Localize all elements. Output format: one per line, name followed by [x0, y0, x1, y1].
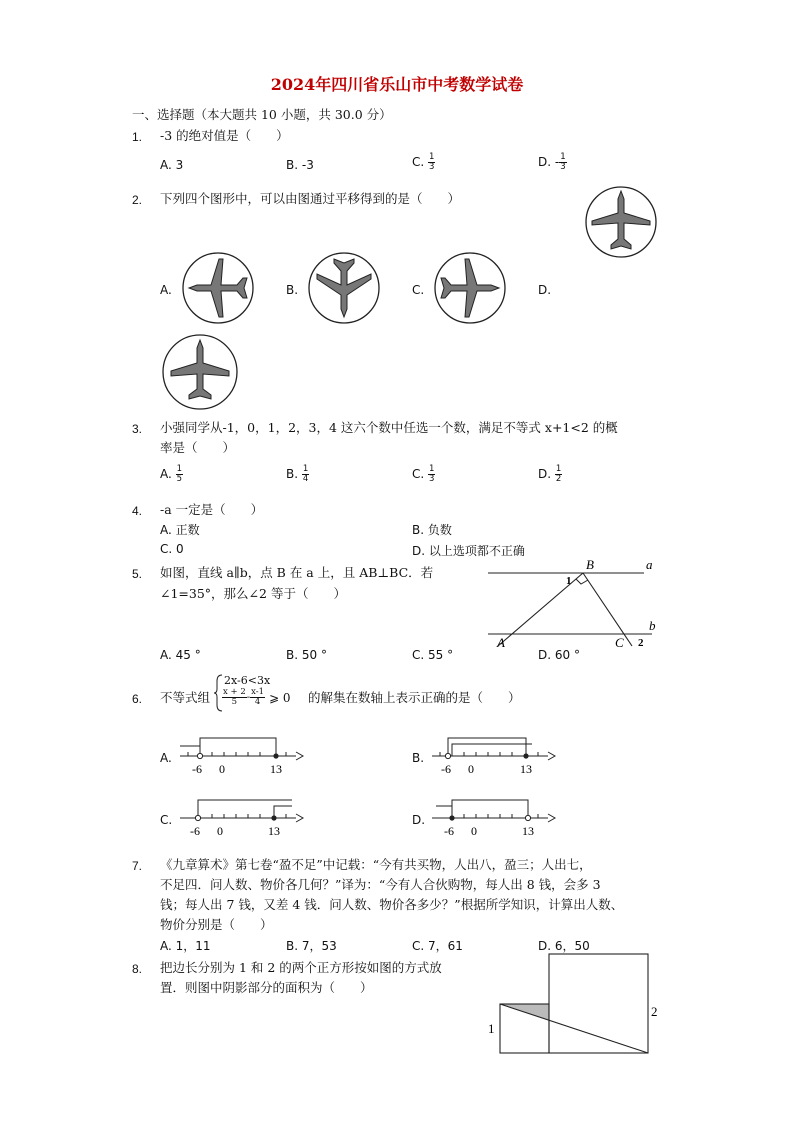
- q6-option-d-number-line: [428, 792, 560, 844]
- label-a: a: [646, 557, 653, 572]
- q3-option-d-fraction: $\frac{1}{2}$: [555, 464, 562, 484]
- q8-number: 8.: [132, 962, 143, 976]
- tick-label-neg6: -6: [192, 762, 202, 776]
- q6-fraction-2: $\frac{x-1}{4}$: [251, 687, 265, 707]
- large-square: [549, 954, 648, 1053]
- q6-inequality-1: 2x-6<3x: [224, 674, 271, 687]
- q3-option-b[interactable]: [286, 465, 309, 484]
- q6-geq: ⩾ 0: [269, 690, 291, 705]
- tick-label-neg6: -6: [441, 762, 451, 776]
- q3-option-d-label: D.: [538, 467, 552, 481]
- q6-option-b-number-line: [428, 730, 560, 782]
- label-A: A: [497, 635, 505, 650]
- q5-option-a[interactable]: A. 45 °: [160, 648, 201, 662]
- q2-option-c-plane-icon: [433, 251, 507, 325]
- q7-line4: 物价分别是（ ）: [160, 917, 273, 932]
- tick-label-neg6: -6: [190, 824, 200, 838]
- q6-suffix: 的解集在数轴上表示正确的是（ ）: [308, 690, 521, 705]
- q7-option-a[interactable]: A. 1，11: [160, 939, 211, 953]
- q1-option-d-fraction: $\frac{1}{3}$: [560, 152, 566, 172]
- q5-option-b[interactable]: B. 50 °: [286, 648, 327, 662]
- q1-option-c-label: C.: [412, 155, 425, 169]
- q2-option-b[interactable]: B.: [286, 283, 299, 297]
- q7-option-d[interactable]: D. 6，50: [538, 939, 590, 953]
- label-C: C: [615, 635, 624, 650]
- q3-option-a[interactable]: [160, 465, 183, 484]
- q7-line1: 《九章算术》第七卷“盈不足”中记载：“今有共买物，人出八，盈三；人出七，: [160, 857, 592, 872]
- q1-option-a[interactable]: A. 3: [160, 158, 184, 172]
- q1-option-b[interactable]: B. -3: [286, 158, 314, 172]
- q1-text: -3 的绝对值是（ ）: [160, 128, 289, 143]
- q4-option-c[interactable]: C. 0: [160, 542, 184, 556]
- q6-fraction-1: $\frac{x + 2}{5}$: [223, 687, 246, 707]
- q8-line2: 置．则图中阴影部分的面积为（ ）: [160, 980, 373, 995]
- q1-number: 1.: [132, 130, 143, 144]
- diagonal-line: [500, 1004, 648, 1053]
- q8-line1: 把边长分别为 1 和 2 的两个正方形按如图的方式放: [160, 960, 442, 975]
- tick-label-neg6: -6: [444, 824, 454, 838]
- tick-label-0: 0: [468, 762, 474, 776]
- q5-option-c[interactable]: C. 55 °: [412, 648, 454, 662]
- q7-line3: 钱；每人出 7 钱，又差 4 钱．问人数、物价各多少？”根据所学知识，计算出人数、: [160, 897, 624, 912]
- label-B: B: [586, 557, 594, 572]
- label-b: b: [649, 618, 656, 633]
- q3-option-b-fraction: $\frac{1}{4}$: [302, 464, 309, 484]
- q7-option-c[interactable]: C. 7，61: [412, 939, 463, 953]
- tick-label-0: 0: [219, 762, 225, 776]
- q7-number: 7.: [132, 859, 143, 873]
- q2-option-c[interactable]: C.: [412, 283, 425, 297]
- q2-option-d-plane-icon: [161, 333, 239, 411]
- page-title: 2024年四川省乐山市中考数学试卷: [270, 75, 524, 94]
- right-angle-mark: [576, 579, 588, 584]
- tick-label-13: 13: [520, 762, 532, 776]
- section-heading: 一、选择题（本大题共 10 小题，共 30.0 分）: [132, 107, 392, 122]
- tick-label-0: 0: [217, 824, 223, 838]
- q7-option-b[interactable]: B. 7，53: [286, 939, 337, 953]
- angle-label-1: 1: [566, 575, 572, 587]
- q6-option-c[interactable]: C.: [160, 813, 173, 827]
- q3-line2: 率是（ ）: [160, 440, 236, 455]
- angle-label-2: 2: [638, 637, 644, 649]
- q1-option-c-fraction: $\frac{1}{3}$: [429, 152, 435, 172]
- q6-prefix: 不等式组: [160, 690, 211, 705]
- q2-option-a[interactable]: A.: [160, 283, 172, 297]
- q4-option-b[interactable]: B. 负数: [412, 523, 452, 537]
- q6-number: 6.: [132, 692, 143, 706]
- q4-option-d[interactable]: D. 以上选项都不正确: [412, 544, 525, 558]
- q1-option-c[interactable]: [412, 153, 435, 172]
- side-label-2: 2: [651, 1004, 658, 1019]
- q5-number: 5.: [132, 567, 143, 581]
- q2-option-d[interactable]: D.: [538, 283, 552, 297]
- q4-number: 4.: [132, 504, 143, 518]
- q7-line2: 不足四．问人数、物价各几何？”译为：“今有人合伙购物，每人出 8 钱，会多 3: [160, 877, 601, 892]
- q6-option-a-number-line: [176, 730, 308, 782]
- q4-option-a[interactable]: A. 正数: [160, 523, 200, 537]
- q2-number: 2.: [132, 193, 143, 207]
- q6-option-a[interactable]: A.: [160, 751, 172, 765]
- q6-option-c-number-line: [176, 792, 308, 844]
- q6-inequality-2: [222, 688, 291, 707]
- tick-label-0: 0: [471, 824, 477, 838]
- tick-label-13: 13: [268, 824, 280, 838]
- q2-option-b-plane-icon: [307, 251, 381, 325]
- q5-line2: ∠1=35°，那么∠2 等于（ ）: [160, 586, 346, 601]
- q3-option-c-label: C.: [412, 467, 425, 481]
- q3-option-a-fraction: $\frac{1}{5}$: [176, 464, 183, 484]
- tick-label-13: 13: [270, 762, 282, 776]
- q3-option-c-fraction: $\frac{1}{3}$: [429, 464, 435, 484]
- q3-number: 3.: [132, 422, 143, 436]
- tick-label-13: 13: [522, 824, 534, 838]
- side-label-1: 1: [488, 1021, 495, 1036]
- q3-option-c[interactable]: [412, 465, 435, 484]
- q6-option-b[interactable]: B.: [412, 751, 425, 765]
- q4-text: -a 一定是（ ）: [160, 502, 264, 517]
- q3-option-d[interactable]: [538, 465, 562, 484]
- q5-line1: 如图，直线 a∥b，点 B 在 a 上，且 AB⊥BC．若: [160, 565, 434, 580]
- q1-option-d-label: D. -: [538, 155, 560, 169]
- q5-option-d[interactable]: D. 60 °: [538, 648, 580, 662]
- q6-minus: -: [246, 692, 251, 703]
- q2-text: 下列四个图形中，可以由图通过平移得到的是（ ）: [160, 191, 461, 206]
- q3-option-a-label: A.: [160, 467, 172, 481]
- q6-option-d[interactable]: D.: [412, 813, 426, 827]
- q1-option-d[interactable]: [538, 153, 567, 172]
- q3-option-b-label: B.: [286, 467, 299, 481]
- q8-squares-figure: [484, 950, 666, 1058]
- segment-bc: [583, 573, 632, 646]
- q2-option-a-plane-icon: [181, 251, 255, 325]
- q3-line1: 小强同学从-1，0，1，2，3，4 这六个数中任选一个数，满足不等式 x+1<2 的概: [160, 420, 618, 435]
- reference-plane-figure: [584, 185, 658, 259]
- q5-geometry-figure: [484, 556, 664, 652]
